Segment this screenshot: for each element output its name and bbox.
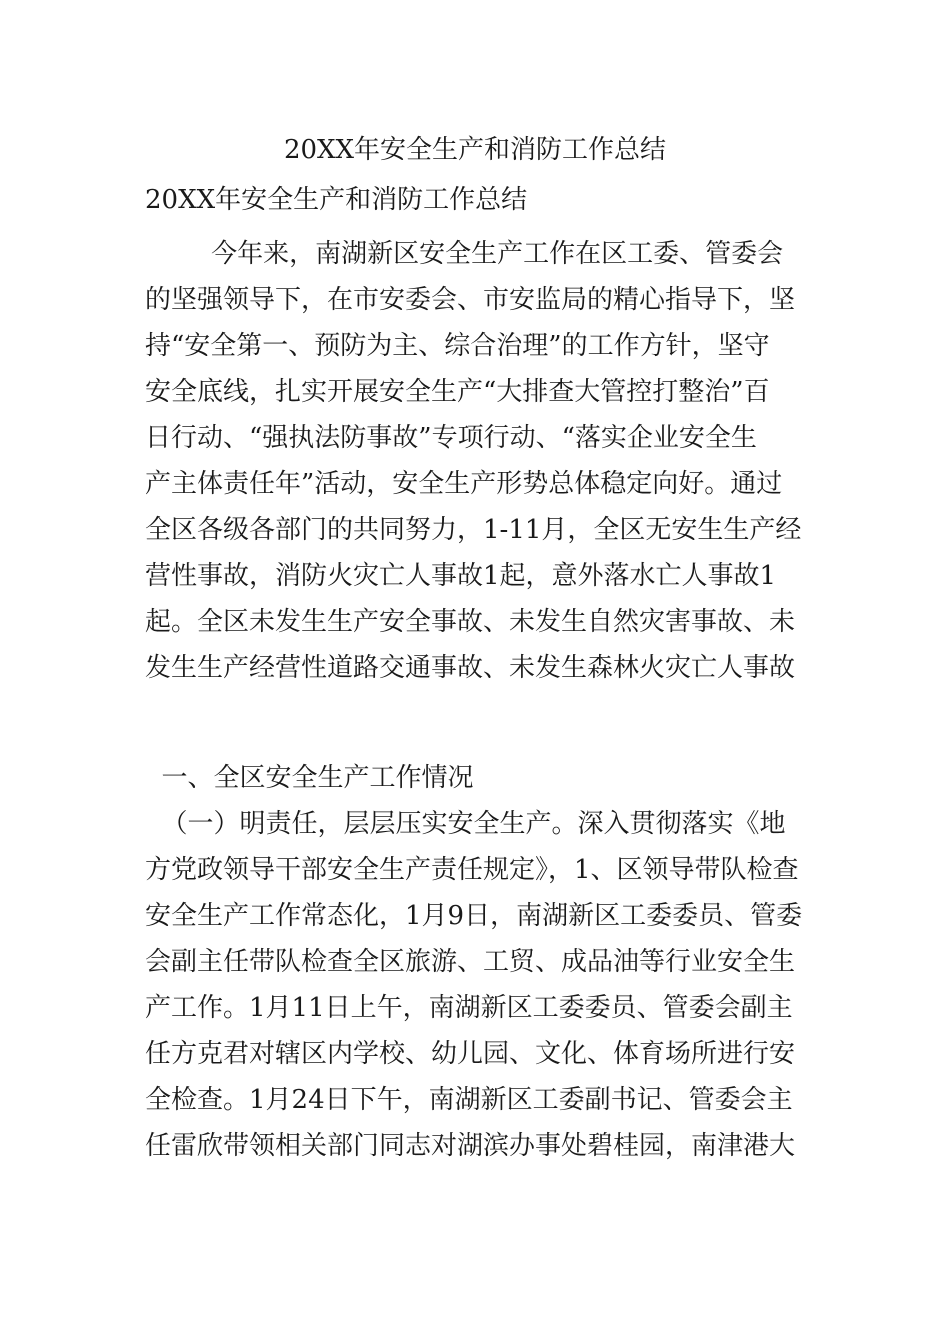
paragraph-line: 全区各级各部门的共同努力，1-11月，全区无安生生产经 — [145, 515, 802, 545]
paragraph-line: 全检查。1月24日下午，南湖新区工委副书记、管委会主 — [145, 1085, 793, 1115]
paragraph-line: 安全生产工作常态化，1月9日，南湖新区工委委员、管委 — [145, 901, 803, 931]
paragraph-line: 任方克君对辖区内学校、幼儿园、文化、体育场所进行安 — [145, 1039, 796, 1069]
paragraph-line: 发生生产经营性道路交通事故、未发生森林火灾亡人事故 — [145, 653, 796, 683]
paragraph-line: 安全底线，扎实开展安全生产“大排查大管控打整治”百 — [145, 377, 770, 407]
document-title: 20XX年安全生产和消防工作总结 — [283, 135, 667, 165]
paragraph-line: 产主体责任年”活动，安全生产形势总体稳定向好。通过 — [145, 469, 783, 499]
paragraph-line: 的坚强领导下，在市安委会、市安监局的精心指导下，坚 — [145, 285, 796, 315]
paragraph-line: 方党政领导干部安全生产责任规定》，1、区领导带队检查 — [145, 855, 799, 885]
paragraph-line: 日行动、“强执法防事故”专项行动、“落实企业安全生 — [145, 423, 757, 453]
paragraph-line: 持“安全第一、预防为主、综合治理”的工作方针，坚守 — [145, 331, 770, 361]
paragraph-line: 任雷欣带领相关部门同志对湖滨办事处碧桂园，南津港大 — [145, 1131, 796, 1161]
document-subtitle: 20XX年安全生产和消防工作总结 — [145, 185, 528, 215]
paragraph-line: 会副主任带队检查全区旅游、工贸、成品油等行业安全生 — [145, 947, 796, 977]
paragraph-line: 今年来，南湖新区安全生产工作在区工委、管委会 — [145, 239, 784, 269]
section-heading: 一、全区安全生产工作情况 — [145, 763, 474, 793]
paragraph-line: 起。全区未发生生产安全事故、未发生自然灾害事故、未 — [145, 607, 796, 637]
paragraph-line: （一）明责任，层层压实安全生产。深入贯彻落实《地 — [145, 809, 786, 839]
paragraph-line: 营性事故，消防火灾亡人事故1起，意外落水亡人事故1 — [145, 561, 777, 591]
paragraph-line: 产工作。1月11日上午，南湖新区工委委员、管委会副主 — [145, 993, 793, 1023]
